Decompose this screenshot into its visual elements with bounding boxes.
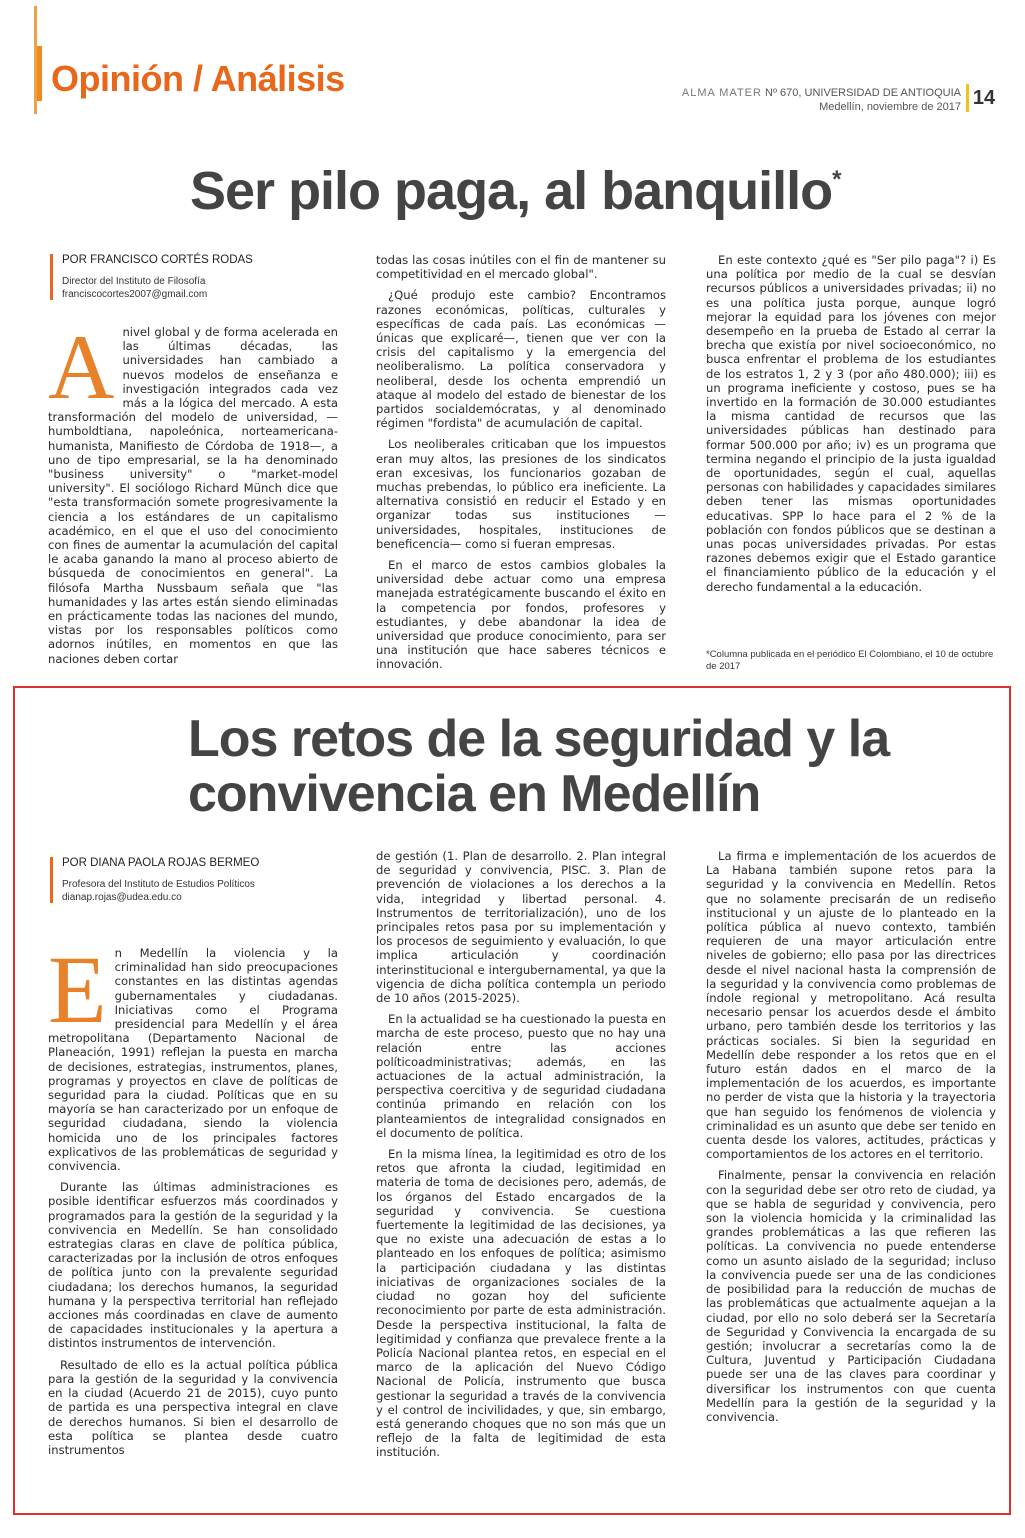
author-email: franciscocortes2007@gmail.com — [62, 289, 208, 300]
paragraph: todas las cosas inútiles con el fin de mantener su competitividad en el mercado global". — [376, 253, 666, 282]
author-name: POR FRANCISCO CORTÉS RODAS — [62, 254, 253, 266]
article-1-title — [190, 163, 840, 220]
article-1-footnote: *Columna publicada en el periódico El Colombiano, el 10 de octubre de 2017 — [706, 649, 994, 672]
section-accent-bar — [37, 46, 42, 101]
article-1-column-1 — [48, 316, 338, 673]
article-1-byline — [50, 254, 362, 300]
paragraph: ¿Qué produjo este cambio? Encontramos razones económicas, políticas, culturales y específicas de cada país. Las económicas —únicas que explicaré—, tienen que ver con la crisis del capitalismo y la emergencia del neoliberalismo. La política conservadora y neoliberal, desde los ochenta emprendió un ataque al modelo del estado de bienestar de los partidos socialdemócratas, y al denominado régimen "fordista" de acumulación de capital. — [376, 288, 666, 431]
article-1-column-3 — [706, 253, 996, 601]
paragraph: En la actualidad se ha cuestionado la puesta en marcha de este proceso, puesto que no hay una relación entre las acciones políticoadministrativas; además, en las actuaciones de la actual administración, la perspectiva coercitiva y de seguridad ciudadana continúa primando en relación con los planteamientos de integralidad consignados en el documento de política. — [376, 1012, 666, 1140]
paragraph-text: n Medellín la violencia y la criminalidad han sido preocupaciones constantes en las distintas agendas gubernamentales y ciudadanas. Iniciativas como el Programa presidencial para Medellín y el área metropolitana (Departamento Nacional de Planeación, 1991) reflejan la puesta en marcha de decisiones, estrategias, instrumentos, planes, programas y proyectos en clave de políticas de seguridad para la ciudad. Políticas que en su mayoría se han caracterizado por un enfoque de seguridad ciudadana, siendo la violencia homicida uno de los principales factores explicativos de las problemáticas de seguridad y convivencia. — [48, 946, 338, 1174]
publication-info — [682, 87, 961, 99]
author-name: POR DIANA PAOLA ROJAS BERMEO — [62, 857, 260, 869]
paragraph: de gestión (1. Plan de desarrollo. 2. Plan integral de seguridad y convivencia, PISC. 3. Plan de prevención de violaciones a los derechos a la vida, integridad y libertad personal. 4. Instrumentos de territorialización), uno de los principales retos pasa por su implementación y los procesos de seguimiento y evaluación, lo que implica articulación y coordinación interinstitucional e intergubernamental, ya que la vigencia de dicha política contempla un periodo de 10 años (2015-2025). — [376, 849, 666, 1006]
article-2-column-2 — [376, 849, 666, 1467]
author-role: Director del Instituto de Filosofía — [62, 276, 206, 287]
paragraph — [48, 316, 338, 666]
paragraph: En el marco de estos cambios globales la universidad debe actuar como una empresa manejada estratégicamente buscando el éxito en la competencia por fondos, profesores y estudiantes, y debe abandonar la idea de universidad que produce conocimiento, para ser una institución que hace saberes técnicos e innovación. — [376, 558, 666, 672]
paragraph — [48, 936, 338, 1174]
paragraph: Durante las últimas administraciones es posible identificar esfuerzos más coordinados y programados para la gestión de la seguridad y la convivencia en Medellín. Se han consolidado estrategias claras en clave de política pública, caracterizadas por la inclusión de otros enfoques de política junto con la prevalente seguridad ciudadana; los derechos humanos, la seguridad humana y la perspectiva territorial han reflejado acciones más coordinadas en clave de aumento de capacidades institucionales y la apertura a distintos instrumentos de intervención. — [48, 1180, 338, 1351]
author-role: Profesora del Instituto de Estudios Políticos — [62, 879, 255, 890]
article-2-title: Los retos de la seguridad y la convivencia en Medellín — [188, 710, 890, 823]
article-2-column-1 — [48, 936, 338, 1464]
publication-date: Medellín, noviembre de 2017 — [819, 101, 961, 113]
article-1-title-mark: * — [832, 166, 841, 193]
publication-brand: ALMA MATER — [681, 87, 762, 99]
paragraph: Finalmente, pensar la convivencia en relación con la seguridad debe ser otro reto de ciudad, ya que se habla de seguridad y convivencia, pero son la violencia homicida y la criminalidad las grandes problemáticas a las que refieren las políticas. La convivencia no puede entenderse como un asunto aislado de la seguridad; incluso la convivencia puede ser una de las condiciones de posibilidad para la reducción de muchas de las problemáticas que actualmente aquejan a la ciudad, por ello no solo deberá ser la Secretaría de Seguridad y Convivencia la encargada de su gestión; involucrar a secretarías como la de Cultura, Juventud y Participación Ciudadana puede ser una de las claves para coordinar y diversificar los instrumentos con que cuenta Medellín para la gestión de la seguridad y la convivencia. — [706, 1168, 996, 1424]
page-header — [34, 6, 1003, 114]
paragraph: Los neoliberales criticaban que los impuestos eran muy altos, las presiones de los sindicatos eran excesivas, los funcionarios gozaban de muchas prebendas, lo público era ineficiente. La alternativa consistió en reducir el Estado y en organizar todas sus instituciones —universidades, hospitales, instituciones de beneficencia— como si fueran empresas. — [376, 437, 666, 551]
article-1-title-text: Ser pilo paga, al banquillo — [190, 161, 833, 221]
article-2-byline — [50, 857, 362, 903]
paragraph: Resultado de ello es la actual política pública para la gestión de la seguridad y la convivencia en la ciudad (Acuerdo 21 de 2015), cuyo punto de partida es una perspectiva integral en clave de derechos humanos. Si bien el desarrollo de esta política se plantea desde cuatro instrumentos — [48, 1357, 338, 1457]
section-title: Opinión / Análisis — [51, 58, 345, 99]
paragraph: La firma e implementación de los acuerdos de La Habana también supone retos para la seguridad y la convivencia en Medellín. Retos que no solamente precisarán de un rediseño institucional y un ajuste de lo planteado en la política pública al nuevo contexto, también requieren de una mayor articulación entre niveles de gobierno; ello pasa por las directrices desde el nivel nacional hasta la comprensión de la seguridad y la convivencia como problemas de índole regional y metropolitano. Acá resulta necesario pensar los acuerdos desde el ámbito urbano, pero también desde los territorios y las prácticas sociales. Si bien la seguridad en Medellín debe responder a los retos que en el futuro están dados en el marco de la implementación de los acuerdos, es importante no perder de vista que la historia y la trayectoria que han seguido los fenómenos de violencia y criminalidad es un asunto que debe ser tenido en cuenta desde los valores, actitudes, prácticas y comportamientos de los actores en el territorio. — [706, 849, 996, 1162]
publication-issue: Nº 670, UNIVERSIDAD DE ANTIOQUIA — [765, 87, 961, 99]
drop-cap: A — [48, 316, 115, 418]
page-number: 14 — [966, 84, 999, 112]
paragraph: En este contexto ¿qué es "Ser pilo paga"? i) Es una política por medio de la cual se desvían recursos públicos a universidades privadas; ii) no es una política justa porque, aunque logró mejorar la equidad para los jóvenes con mejor desempeño en la prueba de Estado al cerrar la brecha que existía por nivel socioeconómico, no busca enfrentar el problema de los estudiantes de los estratos 1, 2 y 3 (por año 480.000); iii) es un programa ineficiente y costoso, pues se ha invertido en la formación de 30.000 estudiantes la misma cantidad de recursos que las universidades públicas han destinado para formar 500.000 por año; iv) es un programa que termina negando el principio de la justa igualdad de oportunidades, según el cual, aquellas personas con habilidades y capacidades similares deben tener las mismas oportunidades educativas. SPP lo hace para el 2 % de la población con fondos públicos que se destinan a unas pocas universidades privadas. Por estas razones debemos exigir que el Estado garantice el financiamiento público de la educación y el derecho fundamental a la educación. — [706, 253, 996, 594]
author-email: dianap.rojas@udea.edu.co — [62, 892, 182, 903]
drop-cap: E — [48, 936, 107, 1043]
paragraph: En la misma línea, la legitimidad es otro de los retos que afronta la ciudad, legitimidad en materia de toma de decisiones pero, además, de los órganos del Estado encargados de la seguridad y convivencia. Se cuestiona fuertemente la legitimidad de las decisiones, ya que no existe una adecuación de estas a lo planteado en los enfoques de política; asimismo la participación ciudadana y las distintas iniciativas de organizaciones sociales de la ciudad no gozan hoy del suficiente reconocimiento por parte de esta administración. Desde la perspectiva institucional, la falta de legitimidad y confianza que prevalece frente a la Policía Nacional plantea retos, en especial en el marco de la aplicación del Nuevo Código Nacional de Policía, instrumento que busca gestionar la seguridad a través de la convivencia y el control de incivilidades, y que, sin embargo, está generando choques que no son más que un reflejo de la falta de legitimidad de esta institución. — [376, 1147, 666, 1460]
article-1-column-2 — [376, 253, 666, 679]
paragraph-text: nivel global y de forma acelerada en las últimas décadas, las universidades han cambiado a nuevos modelos de enseñanza e investigación integrados cada vez más a la lógica del mercado. A esta transformación del modelo de universidad, —humboldtiana, napoleónica, norteamericana-humanista, Manifiesto de Córdoba de 1918—, a uno de tipo empresarial, se la ha denominado "business university" o "market-model university". El sociólogo Richard Münch dice que "esta transformación somete progresivamente la ciencia a los estándares de un capitalismo académico, en el que el uso del conocimiento con fines de aumentar la acumulación del capital le acaba ganando la mano al proceso abierto de búsqueda de conocimientos en general". La filósofa Martha Nussbaum señala que "las humanidades y las artes están siendo eliminadas en prácticamente todas las naciones del mundo, vistas por los responsables políticos como adornos inútiles, en momentos en que las naciones deben cortar — [48, 325, 338, 666]
article-2-column-3 — [706, 849, 996, 1431]
